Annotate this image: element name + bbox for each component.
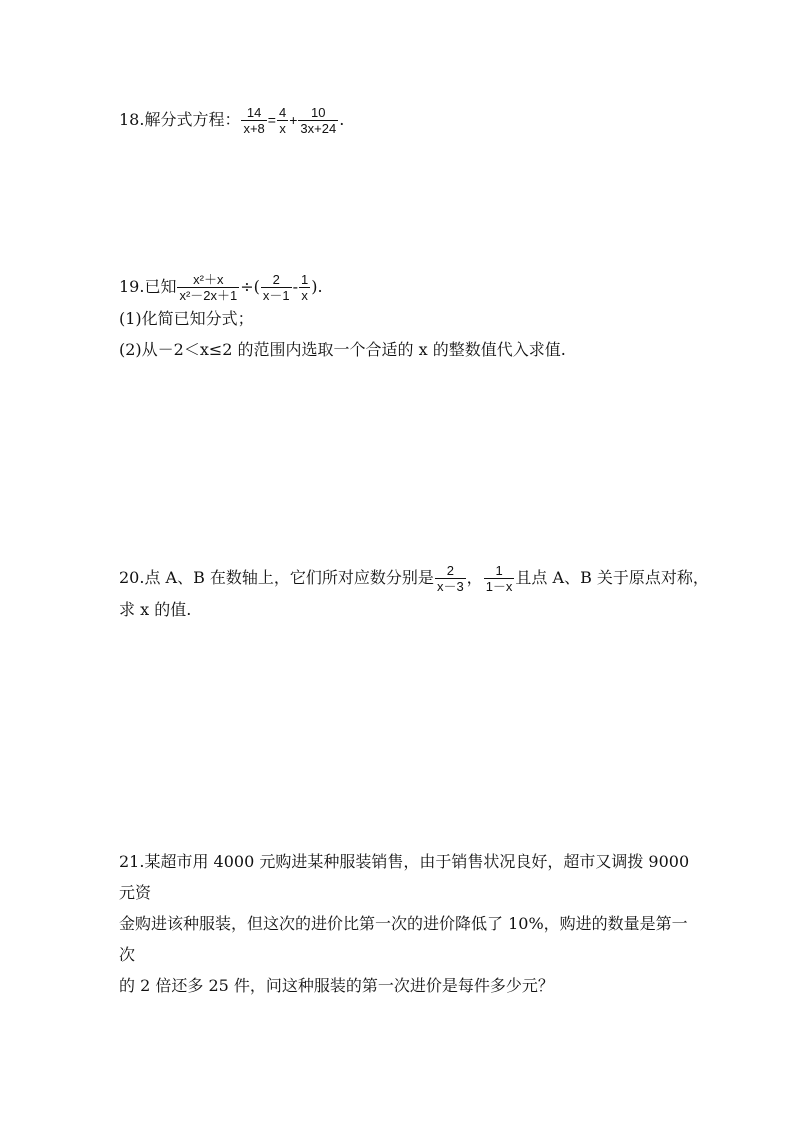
q18-f2-denominator: x [279, 121, 286, 136]
q19-f1-numerator: x²＋x [193, 272, 224, 287]
q18-f2-numerator: 4 [278, 105, 287, 120]
q18-equals: = [267, 112, 276, 128]
q18-end: . [339, 110, 345, 129]
q19-f2-denominator: x－1 [262, 288, 290, 303]
q20-prefix: 20.点 A、B 在数轴上，它们所对应数分别是 [119, 568, 434, 587]
q18-fraction-2 [277, 105, 288, 136]
q19-prefix: 19.已知 [119, 277, 177, 296]
q19-f2-numerator: 2 [272, 272, 280, 287]
q20-fraction-1 [435, 563, 466, 594]
question-19 [119, 272, 323, 303]
question-18 [119, 105, 344, 136]
q21-line-1: 21.某超市用 4000 元购进某种服装销售，由于销售状况良好，超市又调拨 9000 元资 [119, 852, 690, 902]
q19-part-1: (1)化简已知分式； [119, 309, 254, 328]
q18-f1-denominator: x+8 [243, 121, 265, 136]
q19-f3-numerator: 1 [301, 272, 309, 287]
q19-fraction-1 [177, 272, 239, 303]
q19-fraction-2 [261, 272, 292, 303]
q20-comma: ， [466, 568, 483, 587]
q19-end: ). [311, 277, 323, 296]
question-20 [119, 563, 709, 594]
q18-prefix: 18.解分式方程： [119, 110, 241, 129]
q18-fraction-3 [298, 105, 338, 136]
q19-f3-denominator: x [301, 288, 308, 303]
q18-f3-denominator: 3x+24 [300, 121, 337, 136]
q19-divide: ÷( [240, 277, 260, 296]
q20-f1-denominator: x－3 [436, 579, 464, 594]
q20-fraction-2 [484, 563, 515, 594]
q18-plus: + [289, 112, 298, 128]
q20-line-2: 求 x 的值. [119, 600, 192, 619]
q20-f2-numerator: 1 [495, 563, 503, 578]
q20-suffix: 且点 A、B 关于原点对称， [515, 568, 709, 587]
q19-f1-denominator: x²－2x＋1 [179, 288, 238, 303]
q20-f2-denominator: 1－x [485, 579, 513, 594]
q20-f1-numerator: 2 [446, 563, 454, 578]
q21-line-2: 金购进该种服装，但这次的进价比第一次的进价降低了 10%，购进的数量是第一次 [119, 914, 688, 964]
q19-fraction-3 [299, 272, 310, 303]
q19-minus: - [292, 277, 299, 296]
question-21 [119, 846, 694, 1001]
q18-f3-numerator: 10 [311, 105, 326, 120]
q18-f1-numerator: 14 [246, 105, 262, 120]
q19-part-2: (2)从－2＜x≤2 的范围内选取一个合适的 x 的整数值代入求值. [119, 340, 566, 359]
q21-line-3: 的 2 倍还多 25 件，问这种服装的第一次进价是每件多少元？ [119, 976, 554, 995]
q18-fraction-1 [241, 105, 266, 136]
